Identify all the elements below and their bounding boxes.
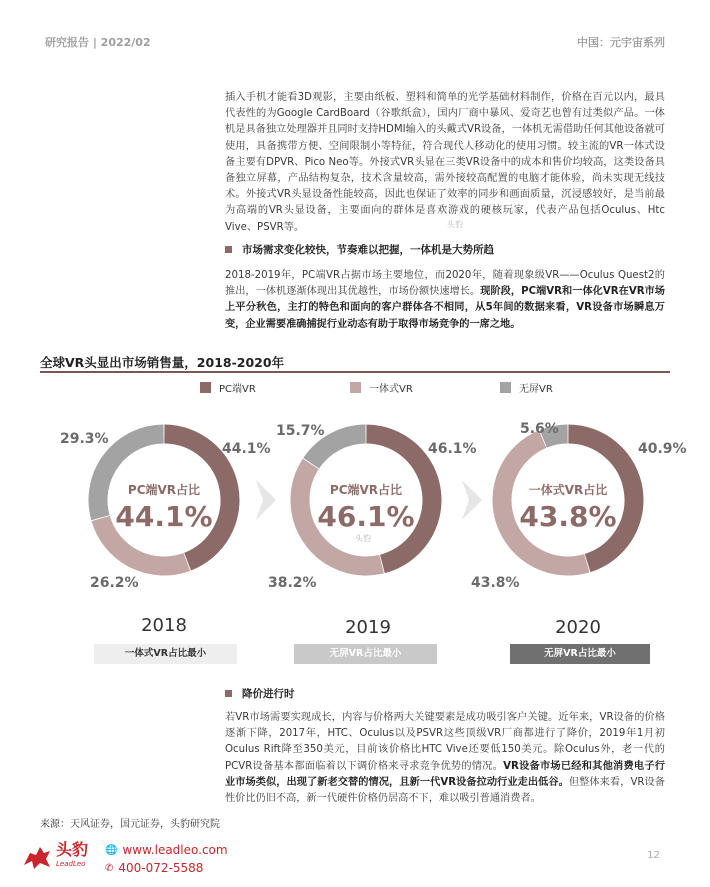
logo-text-en: LeadLeo [56,860,86,868]
phone-number: 400-072-5588 [118,861,204,875]
center-value-2019: 46.1% [317,500,415,533]
donut-charts [0,395,710,605]
page-number: 12 [647,850,660,861]
section1-text-bold: 现阶段，PC端VR和一体化VR在VR市场上平分秋色，主打的特色和面向的客户群体各不相同，从5年间的数据来看，VR设备市场瞬息万变，企业需要准确捕捉行业动态有助于取得市场竞争的一席之地。 [225,286,665,330]
watermark-2: 头豹 [355,534,371,543]
bullet-square-icon [225,246,232,253]
section1-heading-text: 市场需求变化较快，节奏难以把握，一体机是大势所趋 [242,244,494,256]
legend-item-noscreen [500,380,553,395]
year-2019: 2019 [345,617,391,638]
slice-label-2020-0: 40.9% [638,441,687,457]
legend-swatch-noscreen [500,382,511,393]
legend-item-standalone [350,380,413,395]
legend-label-standalone: 一体式VR [369,384,413,395]
center-title-2019: PC端VR占比 [329,483,403,497]
slice-label-2018-1: 26.2% [90,575,139,591]
year-2020: 2020 [555,617,601,638]
section2-heading-text: 降价进行时 [242,688,295,700]
slice-label-2018-0: 44.1% [222,441,271,457]
phone-line [105,861,203,875]
website-line [105,843,228,857]
slice-label-2020-1: 43.8% [471,575,520,591]
center-value-2018: 44.1% [115,500,213,533]
year-2018: 2018 [141,615,187,636]
chart-title-rule [40,371,670,373]
leopard-logo-icon [22,845,52,871]
footer-logo [22,840,89,871]
section2-text-tail: 但整体来看，VR设备性价比仍旧不高，新一代硬件价格仍居高不下，难以吸引普通消费者。 [225,776,665,805]
chart-title: 全球VR头显出市场销售量，2018-2020年 [40,355,285,370]
bullet-square-icon-2 [225,690,232,697]
section2-heading [225,686,295,701]
website-link[interactable]: www.leadleo.com [122,843,228,857]
phone-icon: ✆ [105,862,114,874]
slice-label-2019-0: 46.1% [428,441,477,457]
watermark-1: 头豹 [447,220,463,229]
legend-label-pc: PC端VR [219,384,256,395]
globe-icon: 🌐 [105,844,118,856]
center-title-2018: PC端VR占比 [127,483,201,497]
section1-text-plain: 2018-2019年，PC端VR占据市场主要地位，而2020年，随着现象级VR——Oculus Quest2的推出，一体机逐渐体现出其优越性，市场份额快速增长。 [225,270,665,298]
slice-label-2020-2: 5.6% [520,421,559,437]
report-header-left: 研究报告 | 2022/02 [45,36,151,49]
section2-paragraph [225,710,665,807]
arrow-icon-1 [256,480,276,520]
legend-item-pc [200,380,256,395]
arrow-icon-2 [462,480,482,520]
section2-text-bold: VR设备市场已经和其他消费电子行业市场类似，出现了新老交替的情况，且新一代VR设备拉动行业走出低谷。 [225,760,665,788]
logo-text-cn: 头豹 [56,840,89,859]
slice-label-2018-2: 29.3% [60,431,109,447]
report-header-right: 中国：元宇宙系列 [577,36,665,49]
section1-paragraph [225,268,665,333]
caption-2018: 一体式VR占比最小 [94,644,237,664]
source-note: 来源：天风证券，国元证券，头豹研究院 [40,819,220,830]
donut-slice-2019-0 [366,434,432,564]
caption-2020: 无屏VR占比最小 [510,644,650,664]
center-title-2020: 一体式VR占比 [528,483,608,497]
legend-swatch-pc [200,382,211,393]
section1-heading [225,242,494,257]
slice-label-2019-2: 15.7% [276,423,325,439]
slice-label-2019-1: 38.2% [268,575,317,591]
center-value-2020: 43.8% [519,500,617,533]
caption-2019: 无屏VR占比最小 [294,644,437,664]
section2-text-plain: 若VR市场需要实现成长，内容与价格两大关键要素是成功吸引客户关键。近年来，VR设备的价格逐渐下降，2017年，HTC、Oculus以及PSVR这些顶级VR厂商都进行了降价，2019年1月初Oculus Rift降至350美元，目前该价格比HTC Vive还要低150美元。除Oculus外，老一代的PCVR设备基本都面临着以下调价格来寻求竞争优势的情况。 [225,712,665,772]
legend-label-noscreen: 无屏VR [519,384,553,395]
legend-swatch-standalone [350,382,361,393]
intro-paragraph: 插入手机才能看3D观影，主要由纸板、塑料和简单的光学基础材料制作，价格在百元以内，最具代表性的为Google CardBoard（谷歌纸盒），国内厂商中暴风、爱奇艺也曾有过类似产品。一体机是具备独立处理器并且同时支持HDMI输入的头戴式VR设备，一体机无需借助任何其他设备就可使用，具备携带方便、空间限制小等特征，符合现代人移动化的使用习惯。较主流的VR一体式设备主要有DPVR、Pico Neo等。外接式VR头显在三类VR设备中的成本和售价均较高，这类设备具备独立屏幕，产品结构复杂，技术含量较高，需外接较高配置的电脑才能体验，尚未实现无线技术。外接式VR头显设备性能较高，因此也保证了效率的同步和画面质量，沉浸感较好，是当前最为高端的VR头显设备，主要面向的群体是喜欢游戏的硬核玩家，代表产品包括Oculus、Htc Vive、PSVR等。 [225,92,665,233]
donut-slice-2018-0 [164,434,230,562]
donut-slice-2020-0 [568,434,634,563]
